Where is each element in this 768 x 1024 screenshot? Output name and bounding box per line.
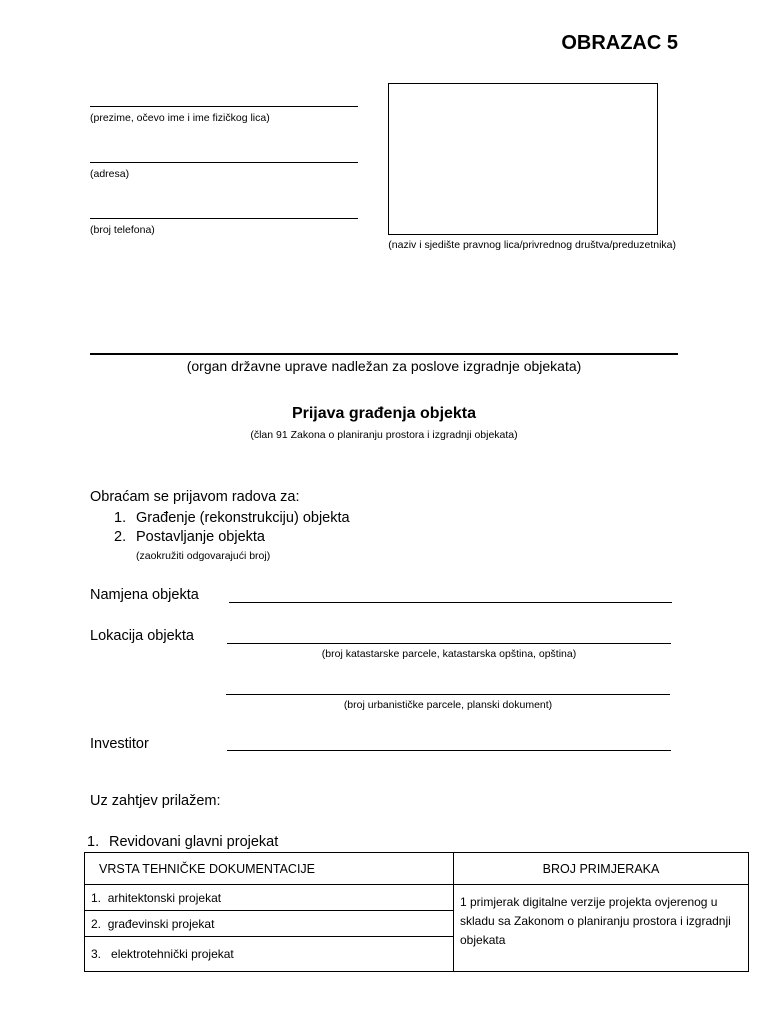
options-note: (zaokružiti odgovarajući broj): [136, 550, 271, 562]
header-copies: BROJ PRIMJERAKA: [454, 853, 749, 885]
documentation-table: [84, 852, 749, 972]
option-label: Postavljanje objekta: [136, 529, 265, 545]
table-header-row: [85, 853, 749, 885]
attachment-item: [87, 834, 278, 850]
doc-number: 2.: [91, 916, 102, 931]
form-number: OBRAZAC 5: [561, 32, 678, 54]
purpose-label: Namjena objekta: [90, 587, 199, 603]
doc-number: 3.: [91, 947, 102, 961]
authority-line[interactable]: [90, 353, 678, 355]
doc-label: arhitektonski projekat: [107, 890, 222, 905]
copies-cell: 1 primjerak digitalne verzije projekta ovjerenog u skladu sa Zakonom o planiranju prostora i izgradnji objekata: [454, 885, 749, 972]
doc-number: 1.: [91, 890, 102, 905]
investor-label: Investitor: [90, 736, 149, 752]
purpose-line[interactable]: [229, 602, 672, 603]
urban-parcel-line[interactable]: [226, 694, 670, 695]
attachment-number: 1.: [87, 834, 100, 850]
location-caption-cadastral: (broj katastarske parcele, katastarska opština, opština): [321, 648, 577, 660]
option-1[interactable]: [114, 510, 350, 526]
doc-item-2: [85, 911, 454, 937]
option-2[interactable]: [114, 529, 265, 545]
company-stamp-box[interactable]: [388, 83, 658, 235]
header-doc-type: VRSTA TEHNIČKE DOKUMENTACIJE: [85, 853, 454, 885]
option-number: 2.: [114, 529, 127, 545]
location-label: Lokacija objekta: [90, 628, 194, 644]
page-subtitle: (član 91 Zakona o planiranju prostora i izgradnji objekata): [250, 429, 518, 441]
authority-caption: (organ državne uprave nadležan za poslove izgradnje objekata): [186, 358, 582, 374]
company-caption: (naziv i sjedište pravnog lica/privrednog društva/preduzetnika): [388, 239, 676, 251]
address-line[interactable]: [90, 162, 358, 163]
phone-line[interactable]: [90, 218, 358, 219]
doc-label: elektrotehnički projekat: [111, 947, 234, 961]
option-number: 1.: [114, 510, 127, 526]
doc-item-3: [85, 937, 454, 972]
name-caption: (prezime, očevo ime i ime fizičkog lica): [90, 112, 270, 124]
investor-line[interactable]: [227, 750, 671, 751]
location-line[interactable]: [227, 643, 671, 644]
name-line[interactable]: [90, 106, 358, 107]
option-label: Građenje (rekonstrukciju) objekta: [136, 510, 350, 526]
phone-caption: (broj telefona): [90, 224, 155, 236]
doc-label: građevinski projekat: [107, 916, 215, 931]
attachment-label: Revidovani glavni projekat: [109, 834, 279, 850]
intro-text: Obraćam se prijavom radova za:: [90, 489, 300, 505]
table-row: [85, 885, 749, 911]
location-caption-urban: (broj urbanističke parcele, planski dokument): [343, 699, 553, 711]
attachments-intro: Uz zahtjev prilažem:: [90, 793, 221, 809]
page-title: Prijava građenja objekta: [291, 405, 477, 422]
doc-item-1: [85, 885, 454, 911]
address-caption: (adresa): [90, 168, 130, 180]
